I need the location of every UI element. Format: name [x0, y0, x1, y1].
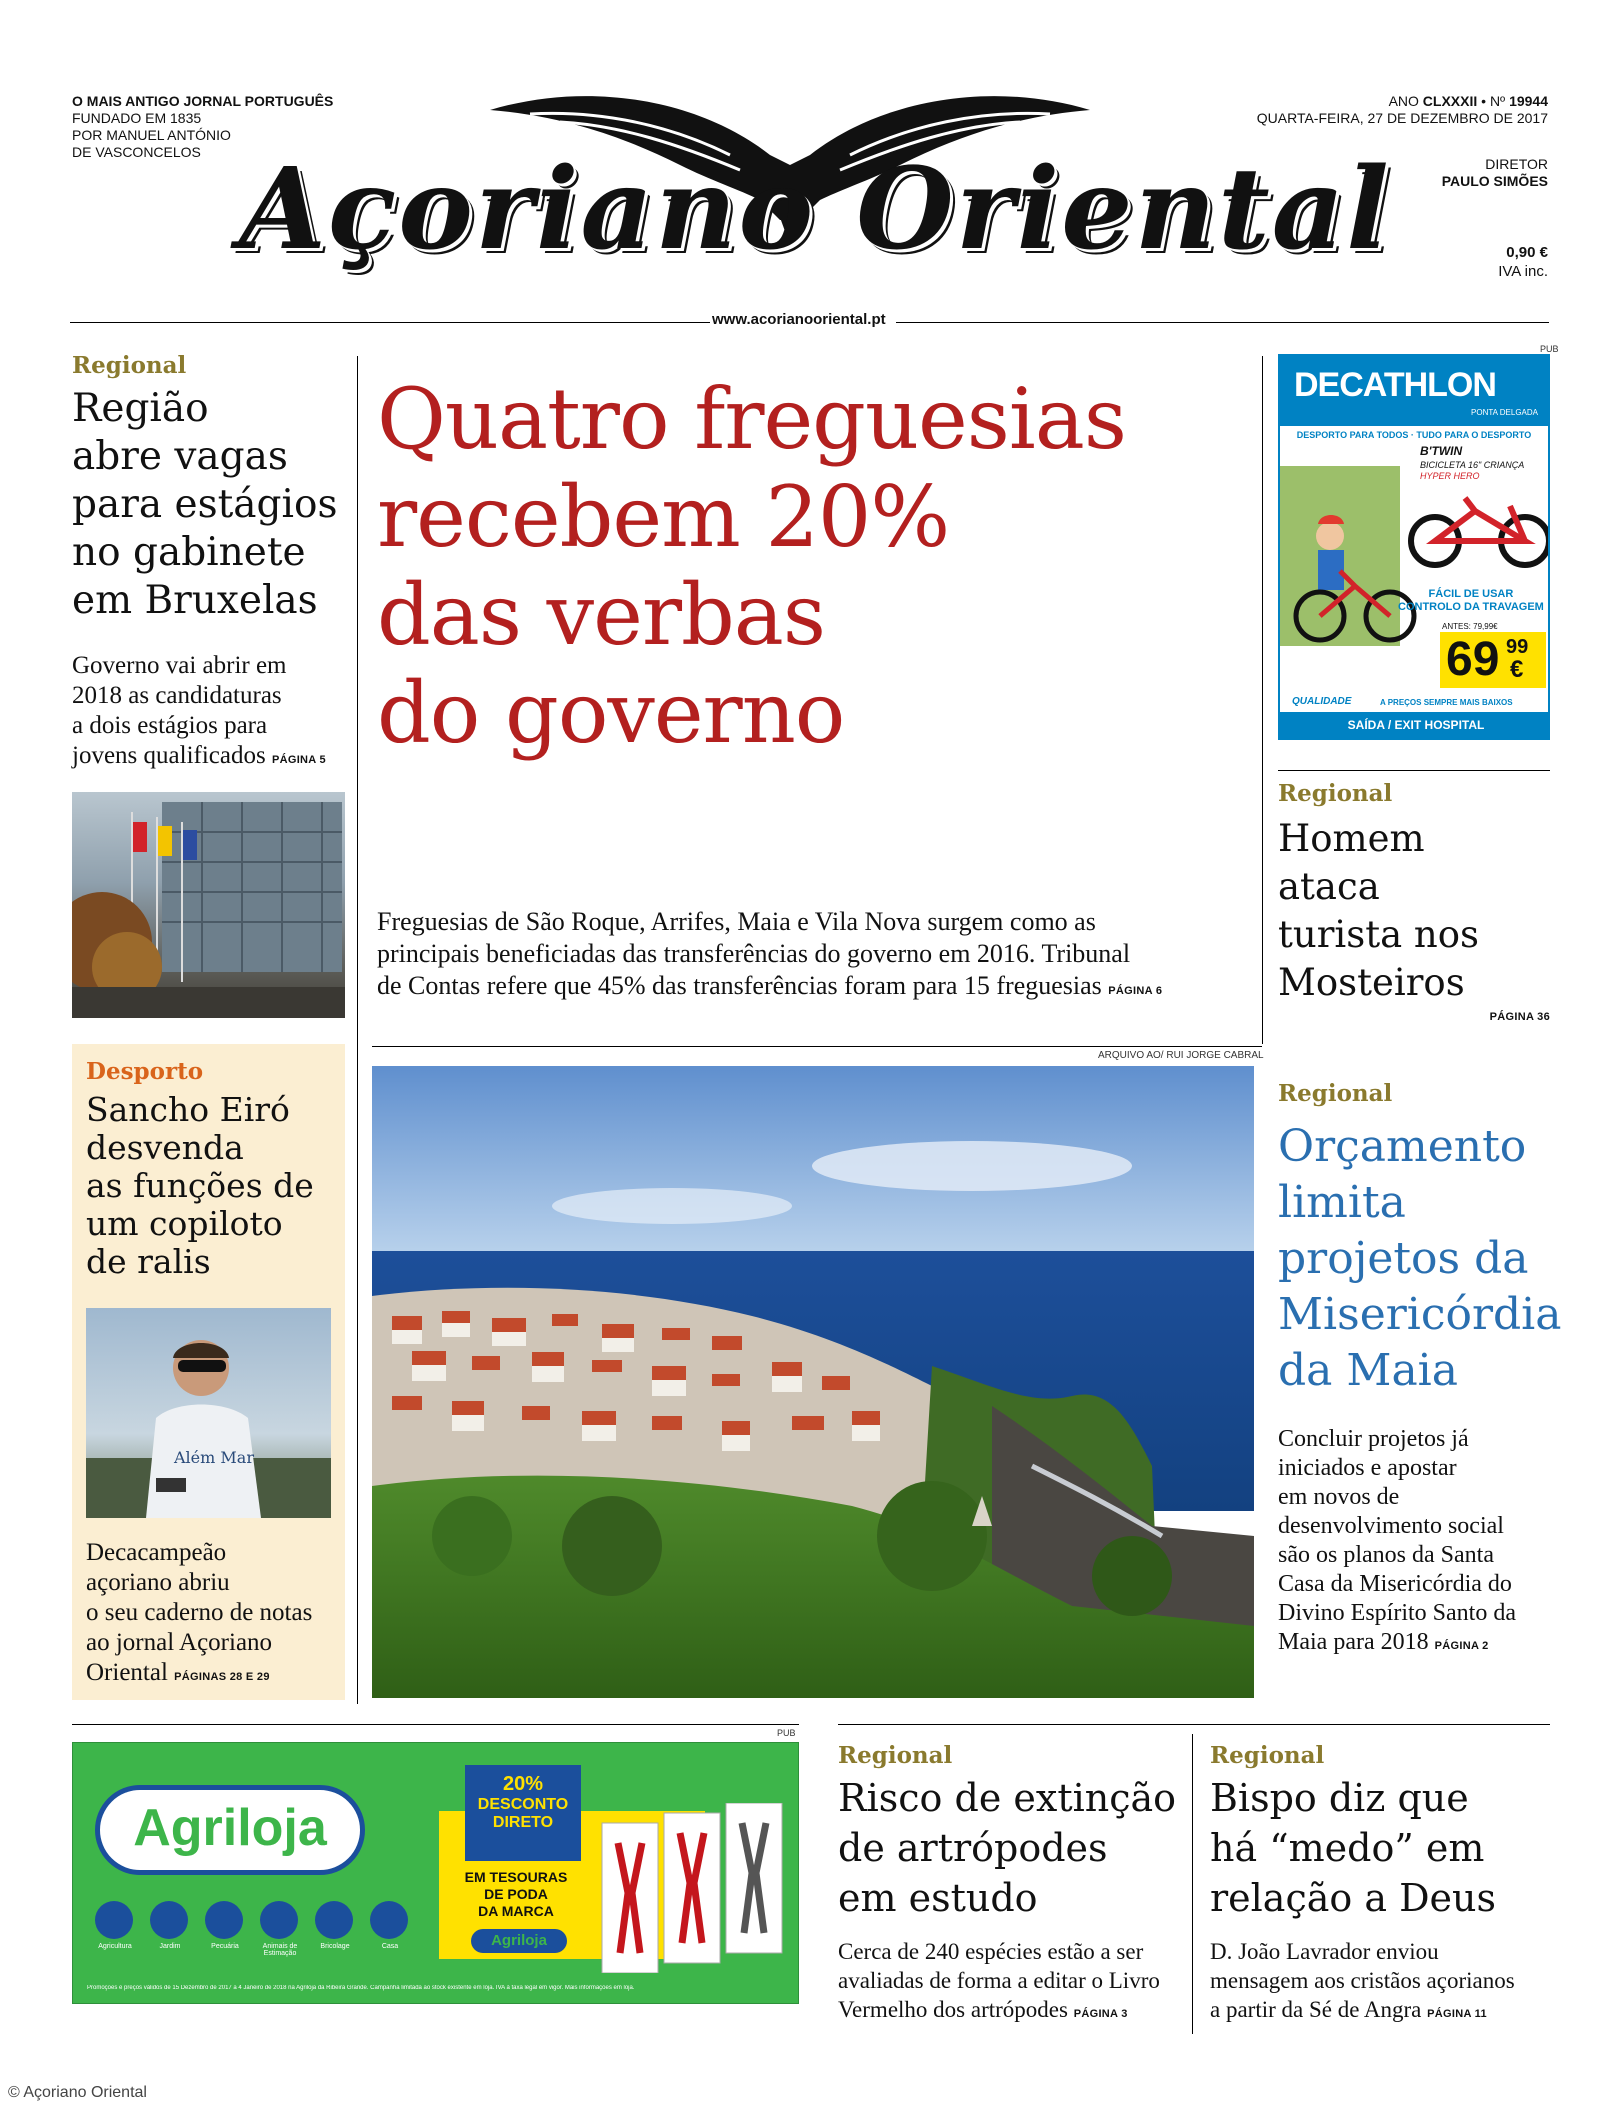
lede-line: açoriano abriu — [86, 1569, 230, 1596]
page-ref[interactable]: PÁGINA 5 — [271, 754, 326, 766]
price-currency: € — [1510, 656, 1524, 683]
lede-line: em novos de — [1278, 1484, 1400, 1510]
issue-number: 19944 — [1509, 93, 1548, 109]
masthead-rule-right — [896, 322, 1549, 323]
lead-headline-line: das verbas — [377, 566, 825, 664]
lede-line: Freguesias de São Roque, Arrifes, Maia e Vila Nova surgem como as — [377, 907, 1096, 936]
offer-line: EM TESOURAS — [464, 1869, 568, 1885]
lead-headline-line: Quatro freguesias — [377, 370, 1126, 468]
headline-line: para estágios — [72, 482, 338, 527]
lede-line: 2018 as candidaturas — [72, 682, 282, 709]
rule — [838, 1724, 1550, 1725]
headline[interactable] — [72, 385, 347, 625]
category-label: Casa — [381, 1943, 399, 1950]
lede-line: de Contas refere que 45% das transferências foram para 15 freguesias — [377, 971, 1102, 1000]
issue-year: CLXXXII — [1422, 93, 1478, 109]
agriloja-ad[interactable] — [72, 1742, 799, 2004]
masthead-right — [1257, 93, 1548, 127]
offer-text — [451, 1869, 581, 1920]
rule — [1278, 770, 1550, 771]
headline-line: em Bruxelas — [72, 578, 318, 623]
page-ref[interactable]: PÁGINA 3 — [1073, 2008, 1128, 2020]
headline-line: Homem — [1278, 817, 1425, 860]
lede-line: principais beneficiadas das transferências do governo em 2016. Tribunal — [377, 939, 1131, 968]
headline-line: da Maia — [1278, 1345, 1458, 1396]
offer-brand: Agriloja — [471, 1929, 567, 1953]
kicker: Regional — [72, 352, 187, 379]
feature: FÁCIL DE USAR — [1428, 588, 1514, 600]
headline-line: limita — [1278, 1177, 1406, 1228]
decathlon-features — [1398, 588, 1544, 614]
issue-separator: • Nº — [1477, 93, 1506, 109]
pub-label: PUB — [1540, 344, 1559, 354]
decathlon-quality-bar — [1280, 696, 1550, 712]
agriculture-icon — [95, 1901, 133, 1939]
headline-line: de ralis — [86, 1242, 211, 1281]
lede-line: iniciados e apostar — [1278, 1455, 1457, 1481]
offer-line: DE PODA — [484, 1886, 548, 1902]
agriloja-logo: Agriloja — [133, 1799, 327, 1857]
issue-line — [1257, 93, 1548, 110]
garden-icon — [150, 1901, 188, 1939]
category-label: Jardim — [159, 1943, 181, 1950]
product-line: HYPER HERO — [1420, 471, 1480, 481]
lede-line: são os planos da Santa — [1278, 1542, 1494, 1568]
lead-headline-line: recebem 20% — [377, 468, 950, 566]
headline-line: Bispo diz que — [1210, 1776, 1469, 1820]
photo-credit: ARQUIVO AO/ RUI JORGE CABRAL — [1098, 1050, 1264, 1061]
category-label: Bricolage — [320, 1943, 350, 1950]
product-brand: B'TWIN — [1420, 444, 1463, 458]
price-before: ANTES: 79,99€ — [1442, 622, 1498, 631]
headline[interactable] — [1278, 1119, 1562, 1399]
lead-photo — [372, 1066, 1254, 1698]
story-mosteiros — [1278, 780, 1550, 1023]
decathlon-exit: SAÍDA / EXIT HOSPITAL — [1280, 712, 1550, 738]
agriloja-logo-badge — [95, 1785, 365, 1875]
lede-line: Governo vai abrir em — [72, 652, 287, 679]
story-bispo — [1210, 1742, 1555, 2029]
decathlon-tagline: DESPORTO PARA TODOS · TUDO PARA O DESPORTO — [1296, 430, 1532, 440]
lede-line: Maia para 2018 — [1278, 1629, 1429, 1655]
lead-rule — [372, 1046, 1262, 1047]
lede-line: ao jornal Açoriano — [86, 1629, 273, 1656]
home-icon — [370, 1901, 408, 1939]
lede-line: D. João Lavrador enviou — [1210, 1939, 1439, 1964]
pets-icon — [260, 1901, 298, 1939]
lede — [86, 1538, 336, 1692]
story-sancho — [72, 1044, 345, 1281]
agriloja-categories — [95, 1901, 399, 1961]
lede — [838, 1937, 1183, 2029]
decathlon-header — [1280, 356, 1548, 426]
page-ref[interactable]: PÁGINA 2 — [1434, 1640, 1489, 1652]
headline-line: desvenda — [86, 1128, 244, 1167]
lead-lede — [377, 906, 1252, 1007]
lede-line: Decacampeão — [86, 1539, 227, 1566]
headline-line: de artrópodes — [838, 1826, 1108, 1870]
discount-badge — [465, 1765, 581, 1861]
issue-date: QUARTA-FEIRA, 27 DE DEZEMBRO DE 2017 — [1256, 110, 1548, 126]
headline-line: relação a Deus — [1210, 1876, 1497, 1920]
lede-line: a dois estágios para — [72, 712, 268, 739]
lede-line: avaliadas de forma a editar o Livro — [838, 1968, 1160, 1993]
headline-line: turista nos — [1278, 913, 1479, 956]
masthead-founded: FUNDADO EM 1835 — [72, 110, 202, 126]
product-line: BICICLETA 16" CRIANÇA — [1420, 460, 1525, 470]
lede — [1278, 1425, 1553, 1661]
feature: CONTROLO DA TRAVAGEM — [1398, 601, 1544, 613]
headline-line: Região — [72, 386, 209, 431]
column-rule-2 — [1262, 356, 1263, 1044]
offer-line: DA MARCA — [478, 1903, 554, 1919]
lead-headline[interactable] — [377, 370, 1257, 762]
kicker: Regional — [1278, 1080, 1393, 1107]
decathlon-store: PONTA DELGADA — [1471, 408, 1538, 417]
headline-line: Misericórdia — [1278, 1289, 1562, 1340]
headline-line: Sancho Eiró — [86, 1090, 290, 1129]
headline-line: projetos da — [1278, 1233, 1529, 1284]
story-misericordia — [1278, 1080, 1562, 1661]
story-artropodes — [838, 1742, 1183, 2029]
lede-line: Concluir projetos já — [1278, 1426, 1469, 1452]
headline[interactable] — [86, 1091, 331, 1281]
page-ref[interactable]: PÁGINAS 28 E 29 — [174, 1671, 270, 1683]
column-rule-3 — [1192, 1734, 1193, 2034]
kicker: Desporto — [86, 1058, 204, 1085]
director-block — [1442, 156, 1548, 190]
headline-line: há “medo” em — [1210, 1826, 1485, 1870]
story-brussels — [72, 352, 347, 775]
lede — [1210, 1937, 1555, 2029]
lede-line: o seu caderno de notas — [86, 1599, 313, 1626]
website-link[interactable]: www.acorianooriental.pt — [712, 311, 886, 328]
agriloja-fine-print: Promoções e preços válidos de 15 Dezembro de 2017 a 4 Janeiro de 2018 na Agriloja da Ribeira Grande. Campanha limitada ao stock existente em loja. IVA à taxa legal em vigor. Mais informações em loja. — [87, 1985, 635, 1991]
lede-line: jovens qualificados — [72, 742, 266, 769]
quality-label: QUALIDADE — [1292, 696, 1352, 707]
masthead-founder-2: DE VASCONCELOS — [72, 144, 201, 160]
director-label: DIRETOR — [1485, 156, 1548, 172]
lede-line: Vermelho dos artrópodes — [838, 1997, 1068, 2022]
masthead-tagline: O MAIS ANTIGO JORNAL PORTUGUÊS — [72, 93, 334, 109]
price-block — [1498, 243, 1548, 281]
price-tag — [1440, 632, 1546, 688]
bicycle-image — [1280, 446, 1550, 646]
headline-line: um copiloto — [86, 1204, 283, 1243]
kicker: Regional — [838, 1742, 953, 1769]
category-label: Pecuária — [211, 1943, 239, 1950]
masthead-title: Açoriano Oriental — [239, 144, 1391, 275]
headline[interactable] — [838, 1773, 1183, 1923]
pub-label: PUB — [777, 1728, 796, 1738]
masthead-rule-left — [70, 322, 710, 323]
discount-label: DIRETO — [492, 1814, 554, 1831]
decathlon-ad[interactable] — [1278, 354, 1550, 740]
headline[interactable] — [1210, 1773, 1555, 1923]
headline-line: abre vagas — [72, 434, 288, 479]
lede-line: Divino Espírito Santo da — [1278, 1600, 1516, 1626]
lede-line: Cerca de 240 espécies estão a ser — [838, 1939, 1144, 1964]
lede — [72, 651, 347, 775]
category-label: Agricultura — [98, 1943, 132, 1950]
masthead-founder-1: POR MANUEL ANTÓNIO — [72, 127, 231, 143]
decathlon-logo: DECATHLON — [1294, 366, 1496, 404]
lede-line: desenvolvimento social — [1278, 1513, 1504, 1539]
headline-line: as funções de — [86, 1166, 314, 1205]
shirt-text: Além Mar — [174, 1448, 254, 1467]
lede-line: a partir da Sé de Angra — [1210, 1997, 1422, 2022]
headline-line: Risco de extinção — [838, 1776, 1177, 1820]
pruning-shears-icon — [598, 1803, 788, 1973]
brussels-photo — [72, 792, 345, 1018]
page-ref[interactable]: PÁGINA 6 — [1108, 985, 1163, 997]
sancho-photo — [86, 1308, 331, 1518]
director-name: PAULO SIMÕES — [1441, 173, 1548, 189]
discount-percent: 20% — [502, 1773, 544, 1795]
headline-line: em estudo — [838, 1876, 1038, 1920]
price: 0,90 € — [1506, 244, 1548, 261]
page-ref[interactable]: PÁGINA 11 — [1427, 2008, 1487, 2020]
sidebar-desporto — [72, 1044, 345, 1700]
headline-line: no gabinete — [72, 530, 306, 575]
lede-line: mensagem aos cristãos açorianos — [1210, 1968, 1515, 1993]
price-main: 69 — [1446, 633, 1500, 686]
lede-line: Casa da Misericórdia do — [1278, 1571, 1512, 1597]
page-ref[interactable]: PÁGINA 36 — [1489, 1011, 1550, 1023]
price-cents: 99 — [1506, 636, 1529, 658]
livestock-icon — [205, 1901, 243, 1939]
column-rule-1 — [357, 356, 358, 1704]
category-label: Animais de Estimação — [262, 1943, 298, 1957]
lead-headline-line: do governo — [377, 664, 845, 762]
issue-prefix: ANO — [1388, 93, 1419, 109]
discount-label: DESCONTO — [477, 1796, 569, 1813]
tools-icon — [315, 1901, 353, 1939]
headline-line: Mosteiros — [1278, 961, 1465, 1004]
headline-line: Orçamento — [1278, 1121, 1527, 1172]
headline-line: ataca — [1278, 865, 1380, 908]
headline[interactable] — [1278, 815, 1550, 1007]
rule — [72, 1724, 799, 1725]
copyright: © Açoriano Oriental — [8, 2084, 147, 2101]
kicker: Regional — [1278, 780, 1393, 807]
kicker: Regional — [1210, 1742, 1325, 1769]
lede-line: Oriental — [86, 1659, 168, 1686]
low-prices-label: A PREÇOS SEMPRE MAIS BAIXOS — [1380, 698, 1513, 707]
price-tax: IVA inc. — [1498, 263, 1548, 280]
